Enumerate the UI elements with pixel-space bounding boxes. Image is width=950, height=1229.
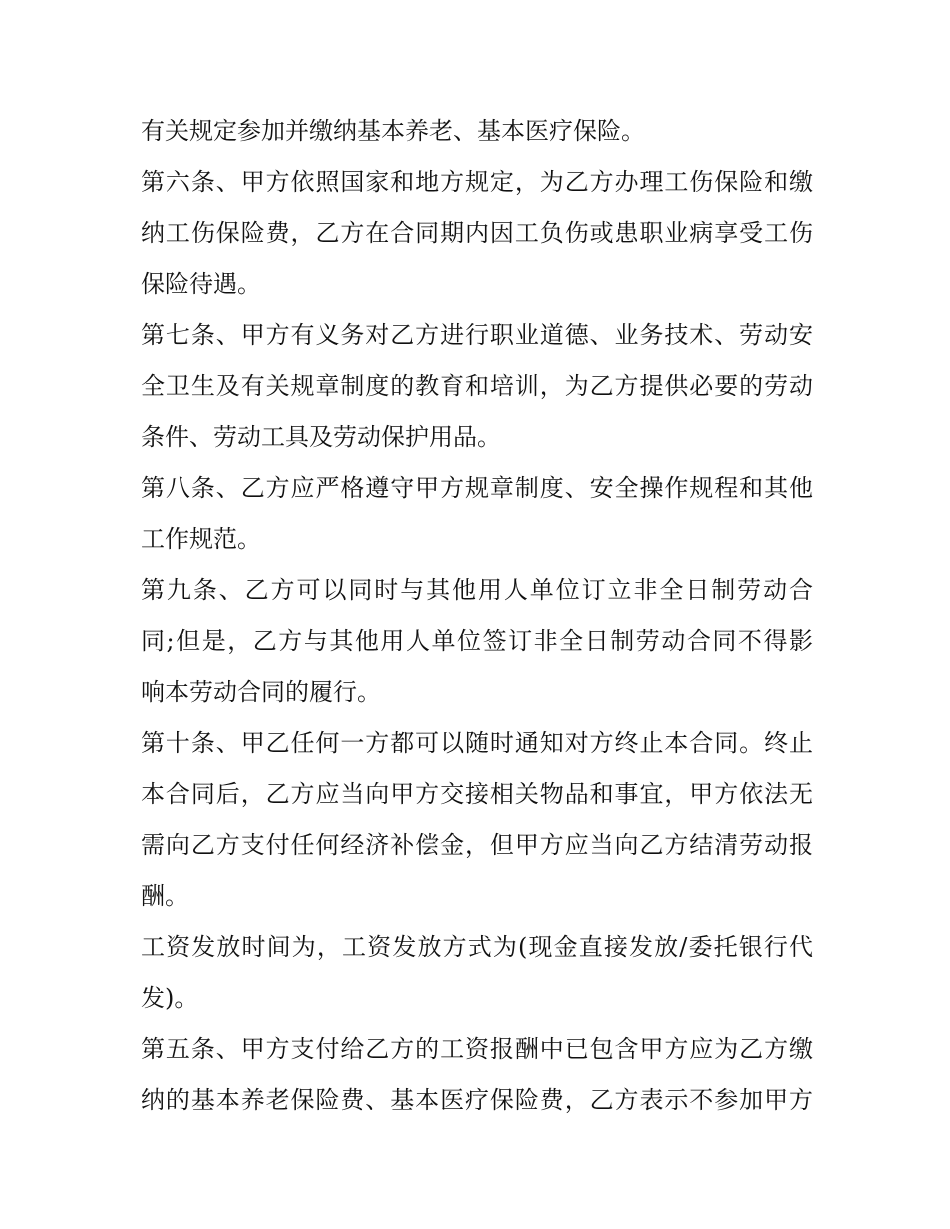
contract-body-text	[141, 106, 813, 1126]
text-line: 第十条、甲乙任何一方都可以随时通知对方终止本合同。终止	[141, 729, 813, 757]
text-line: 同;但是，乙方与其他用人单位签订非全日制劳动合同不得影	[141, 627, 813, 655]
text-line: 全卫生及有关规章制度的教育和培训，为乙方提供必要的劳动	[141, 372, 813, 400]
text-line: 保险待遇。	[141, 270, 261, 298]
text-line: 第五条、甲方支付给乙方的工资报酬中已包含甲方应为乙方缴	[141, 1035, 813, 1063]
text-line: 发)。	[141, 984, 199, 1012]
text-line: 纳的基本养老保险费、基本医疗保险费，乙方表示不参加甲方	[141, 1086, 813, 1114]
text-line: 酬。	[141, 882, 189, 910]
text-line: 需向乙方支付任何经济补偿金，但甲方应当向乙方结清劳动报	[141, 831, 813, 859]
text-line: 工作规范。	[141, 525, 261, 553]
text-line: 响本劳动合同的履行。	[141, 678, 381, 706]
text-line: 本合同后，乙方应当向甲方交接相关物品和事宜，甲方依法无	[141, 780, 813, 808]
text-line: 条件、劳动工具及劳动保护用品。	[141, 423, 501, 451]
text-line: 有关规定参加并缴纳基本养老、基本医疗保险。	[141, 117, 645, 145]
text-line: 第九条、乙方可以同时与其他用人单位订立非全日制劳动合	[141, 576, 813, 604]
text-line: 工资发放时间为，工资发放方式为(现金直接发放/委托银行代	[141, 933, 813, 961]
text-line: 纳工伤保险费，乙方在合同期内因工负伤或患职业病享受工伤	[141, 219, 813, 247]
text-line: 第七条、甲方有义务对乙方进行职业道德、业务技术、劳动安	[141, 321, 813, 349]
text-line: 第六条、甲方依照国家和地方规定，为乙方办理工伤保险和缴	[141, 168, 813, 196]
text-line: 第八条、乙方应严格遵守甲方规章制度、安全操作规程和其他	[141, 474, 813, 502]
